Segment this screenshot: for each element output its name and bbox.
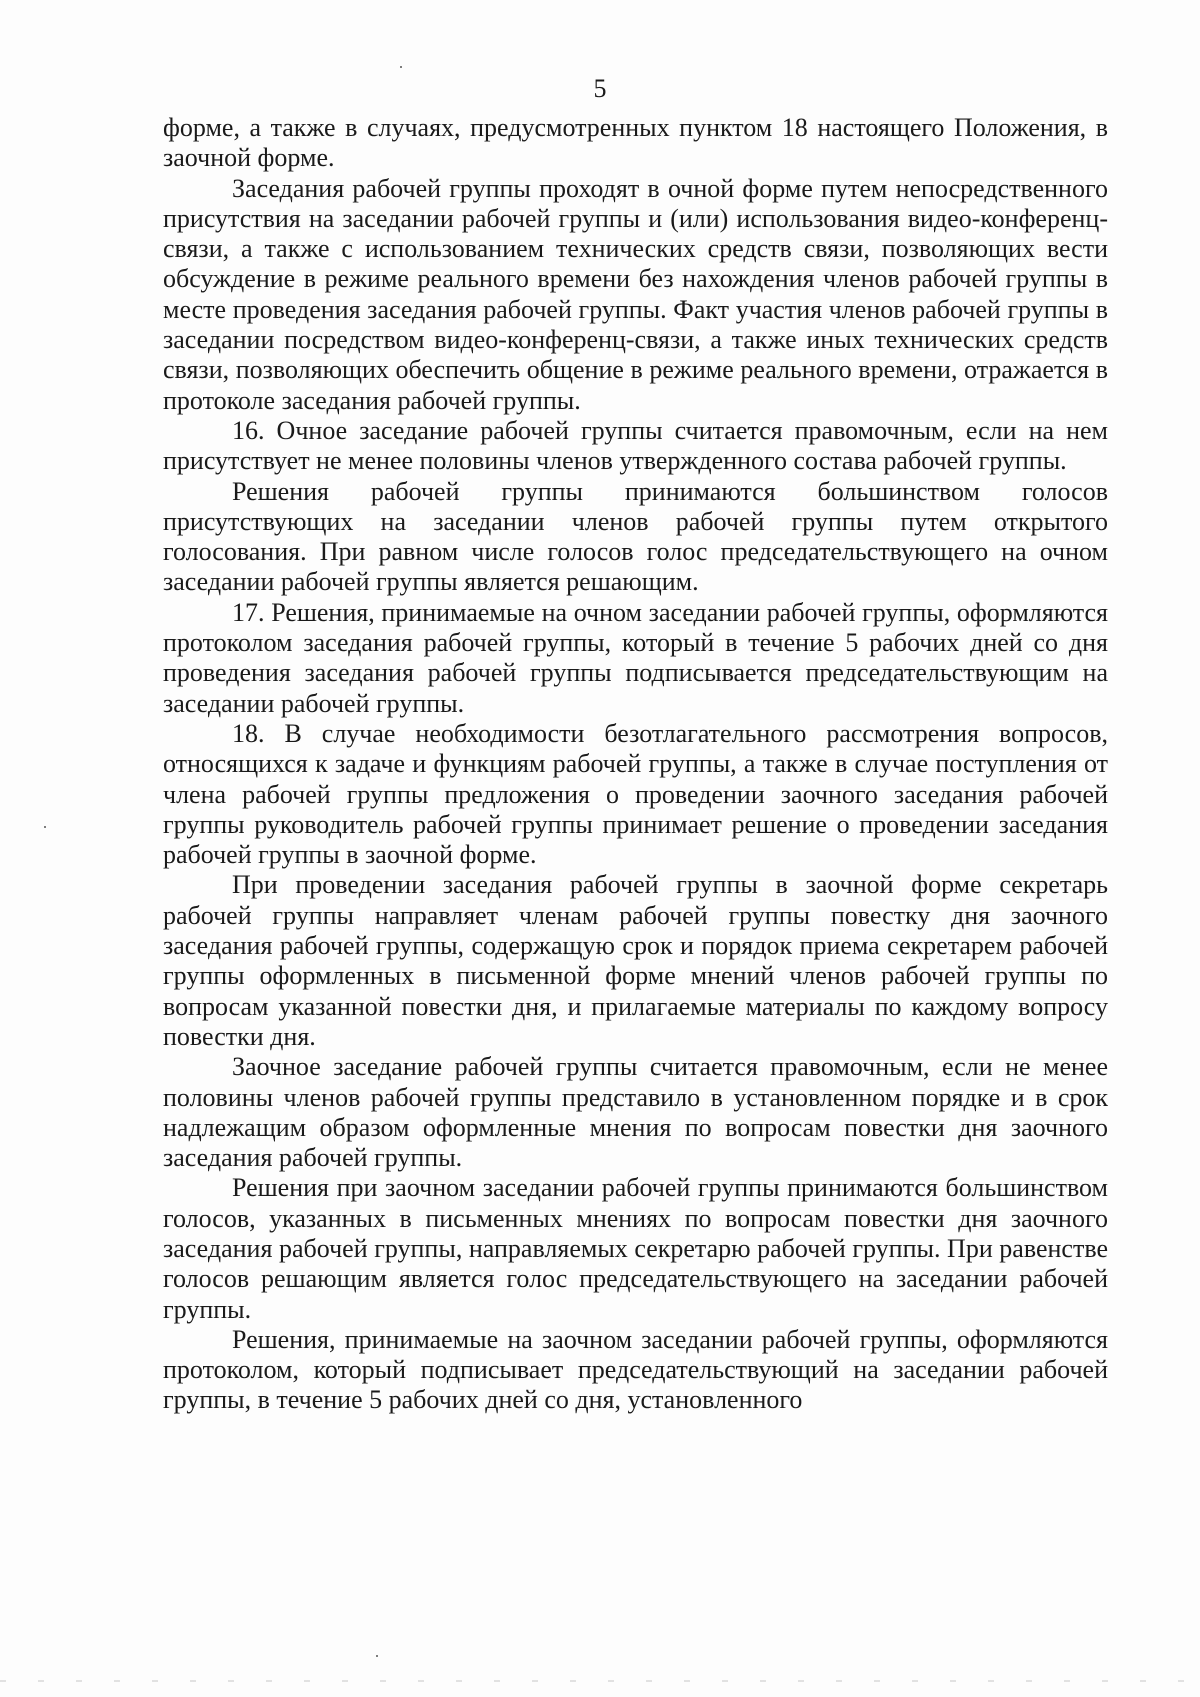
paragraph-absentee-protocol: Решения, принимаемые на заочном заседании рабочей группы, оформляются протоколом, который подписывает председательствующий на заседании рабочей группы, в течение 5 рабочих дней со дня, установленного <box>163 1324 1108 1415</box>
page-number: 5 <box>593 74 607 103</box>
paragraph-item-18: 18. В случае необходимости безотлагательного рассмотрения вопросов, относящихся к задаче и функциям рабочей группы, а также в случае поступления от члена рабочей группы предложения о проведении заочного заседания рабочей группы руководитель рабочей группы принимает решение о проведении заседания рабочей группы в заочной форме. <box>163 718 1108 870</box>
scan-speck <box>400 66 402 68</box>
paragraph-continuation: форме, а также в случаях, предусмотренных пунктом 18 настоящего Положения, в заочной форме. <box>163 113 1108 173</box>
paragraph-absentee-agenda: При проведении заседания рабочей группы в заочной форме секретарь рабочей группы направляет членам рабочей группы повестку дня заочного заседания рабочей группы, содержащую срок и порядок приема секретарем рабочей группы оформленных в письменной форме мнений членов рабочей группы по вопросам указанной повестки дня, и прилагаемые материалы по каждому вопросу повестки дня. <box>163 870 1108 1051</box>
scan-edge-noise <box>0 1680 1200 1682</box>
paragraph-absentee-decisions: Решения при заочном заседании рабочей группы принимаются большинством голосов, указанных в письменных мнениях по вопросам повестки дня заочного заседания рабочей группы, направляемых секретарю рабочей группы. При равенстве голосов решающим является голос председательствующего на заседании рабочей группы. <box>163 1173 1108 1324</box>
paragraph-meeting-format: Заседания рабочей группы проходят в очной форме путем непосредственного присутствия на заседании рабочей группы и (или) использования видео-конференц-связи, а также с использованием технических средств связи, позволяющих вести обсуждение в режиме реального времени без нахождения членов рабочей группы в месте проведения заседания рабочей группы. Факт участия членов рабочей группы в заседании посредством видео-конференц-связи, а также иных технических средств связи, позволяющих обеспечить общение в режиме реального времени, отражается в протоколе заседания рабочей группы. <box>163 173 1108 415</box>
paragraph-item-17: 17. Решения, принимаемые на очном заседании рабочей группы, оформляются протоколом заседания рабочей группы, который в течение 5 рабочих дней со дня проведения заседания рабочей группы подписывается председательствующим на заседании рабочей группы. <box>163 597 1108 718</box>
scan-speck <box>376 1655 378 1657</box>
paragraph-absentee-quorum: Заочное заседание рабочей группы считается правомочным, если не менее половины членов рабочей группы представило в установленном порядке и в срок надлежащим образом оформленные мнения по вопросам повестки дня заочного заседания рабочей группы. <box>163 1052 1108 1173</box>
paragraph-item-16: 16. Очное заседание рабочей группы считается правомочным, если на нем присутствует не менее половины членов утвержденного состава рабочей группы. <box>163 415 1108 476</box>
scan-speck <box>44 826 46 828</box>
document-body <box>163 113 1108 1416</box>
paragraph-decisions-majority: Решения рабочей группы принимаются большинством голосов присутствующих на заседании членов рабочей группы путем открытого голосования. При равном числе голосов голос председательствующего на очном заседании рабочей группы является решающим. <box>163 476 1108 597</box>
